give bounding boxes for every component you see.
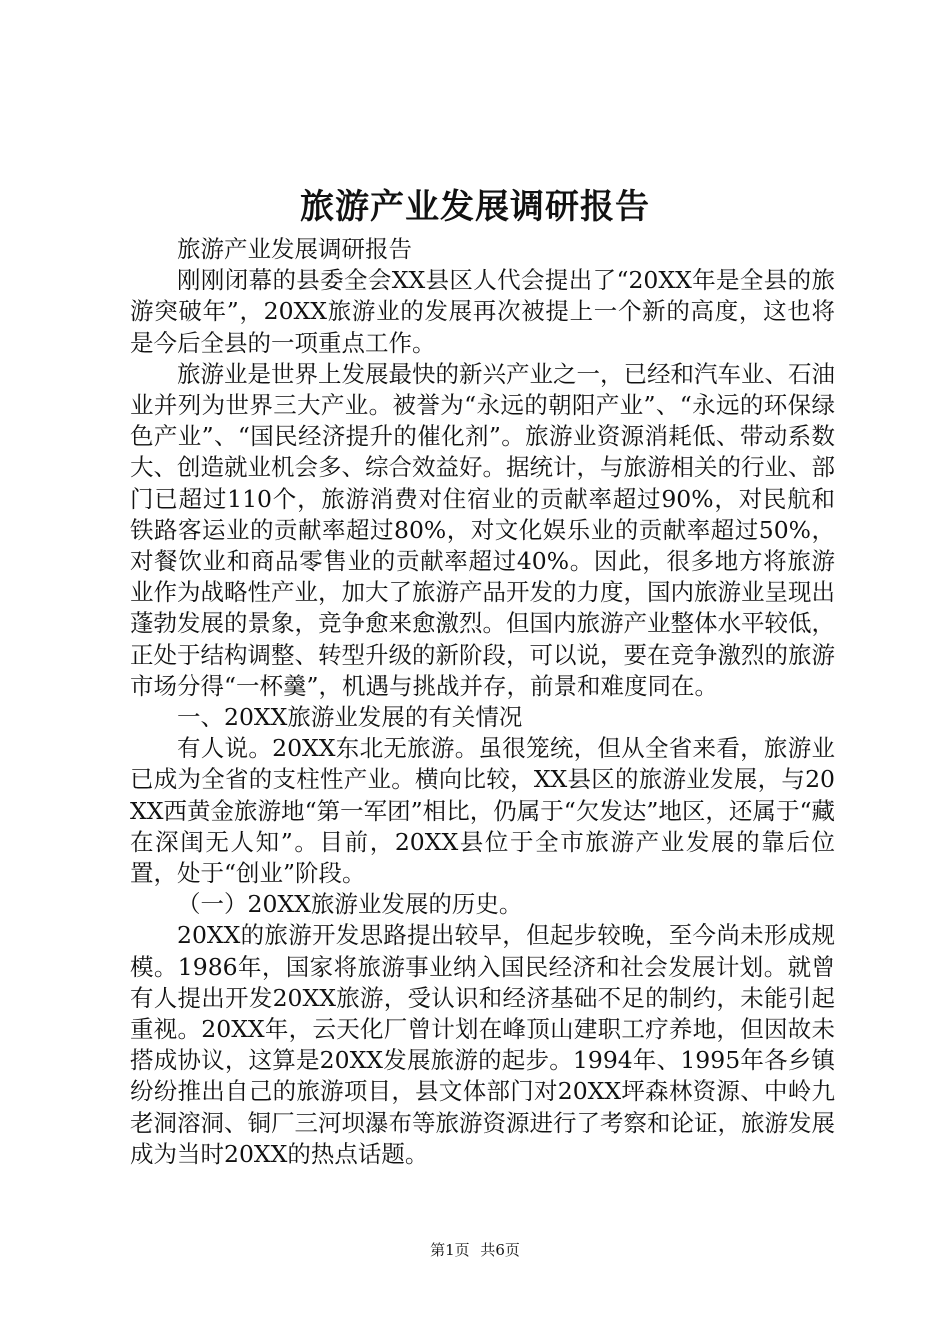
document-title: 旅游产业发展调研报告 bbox=[300, 187, 650, 227]
paragraph-industry-overview: 旅游业是世界上发展最快的新兴产业之一，已经和汽车业、石油业并列为世界三大产业。被誉为“永远的朝阳产业”、“永远的环保绿色产业”、“国民经济提升的催化剂”。旅游业资源消耗低、带动系数大、创造就业机会多、综合效益好。据统计，与旅游相关的行业、部门已超过110个，旅游消费对住宿业的贡献率超过90%，对民航和铁路客运业的贡献率超过80%，对文化娱乐业的贡献率超过50%，对餐饮业和商品零售业的贡献率超过40%。因此，很多地方将旅游业作为战略性产业，加大了旅游产品开发的力度，国内旅游业呈现出蓬勃发展的景象，竞争愈来愈激烈。但国内旅游产业整体水平较低，正处于结构调整、转型升级的新阶段，可以说，要在竞争激烈的旅游市场分得“一杯羹”，机遇与挑战并存，前景和难度同在。 bbox=[130, 359, 835, 700]
page-number: 第1页 bbox=[430, 1241, 470, 1259]
paragraph-intro: 刚刚闭幕的县委全会XX县区人代会提出了“20XX年是全县的旅游突破年”，20XX旅游业的发展再次被提上一个新的高度，这也将是今后全县的一项重点工作。 bbox=[130, 266, 835, 357]
paragraph-subtitle: 旅游产业发展调研报告 bbox=[177, 235, 412, 263]
page-footer bbox=[0, 1240, 950, 1260]
paragraph-history: 20XX的旅游开发思路提出较早，但起步较晚，至今尚未形成规模。1986年，国家将旅游事业纳入国民经济和社会发展计划。就曾有人提出开发20XX旅游，受认识和经济基础不足的制约，未能引起重视。20XX年，云天化厂曾计划在峰顶山建职工疗养地，但因故未搭成协议，这算是20XX发展旅游的起步。1994年、1995年各乡镇纷纷推出自己的旅游项目，县文体部门对20XX坪森林资源、中岭九老洞溶洞、铜厂三河坝瀑布等旅游资源进行了考察和论证，旅游发展成为当时20XX的热点话题。 bbox=[130, 921, 835, 1168]
page-total: 共6页 bbox=[480, 1241, 520, 1259]
document-body bbox=[130, 234, 835, 1170]
section-heading-1: 一、20XX旅游业发展的有关情况 bbox=[177, 703, 523, 732]
paragraph-current-status: 有人说。20XX东北无旅游。虽很笼统，但从全省来看，旅游业已成为全省的支柱性产业。横向比较，XX县区的旅游业发展，与20XX西黄金旅游地“第一军团”相比，仍属于“欠发达”地区，还属于“藏在深闺无人知”。目前，20XX县位于全市旅游产业发展的靠后位置，处于“创业”阶段。 bbox=[130, 734, 835, 888]
subsection-heading-1: （一）20XX旅游业发展的历史。 bbox=[177, 890, 523, 919]
